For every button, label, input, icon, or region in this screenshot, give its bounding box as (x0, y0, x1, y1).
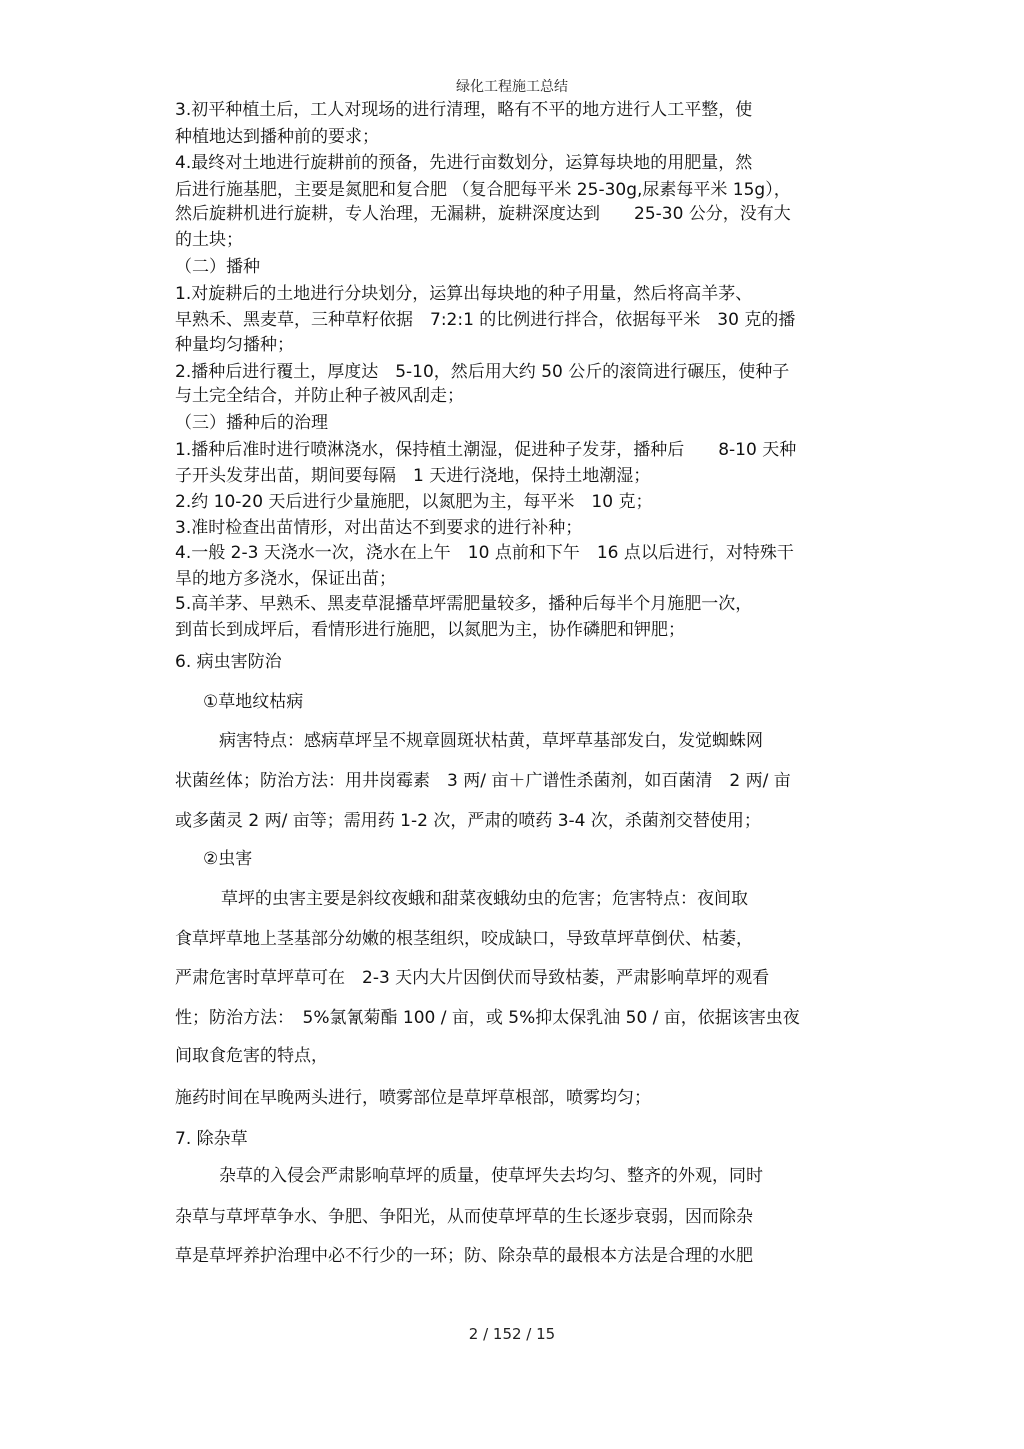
text-line: 3.初平种植土后，工人对现场的进行清理，略有不平的地方进行人工平整，使 (175, 100, 753, 120)
text-line: 5.高羊茅、早熟禾、黑麦草混播草坪需肥量较多，播种后每半个月施肥一次， (175, 594, 753, 614)
text-line: 到苗长到成坪后，看情形进行施肥，以氮肥为主，协作磷肥和钾肥； (175, 620, 685, 640)
text-line: 严肃危害时草坪草可在 2-3 天内大片因倒伏而导致枯萎，严肃影响草坪的观看 (175, 968, 770, 988)
text-line: 种植地达到播种前的要求； (175, 127, 379, 147)
section-heading: 7. 除杂草 (175, 1129, 248, 1149)
text-line: 3.准时检查出苗情形，对出苗达不到要求的进行补种； (175, 518, 583, 538)
subsection-heading: ②虫害 (203, 849, 253, 869)
text-line: 2.约 10-20 天后进行少量施肥，以氮肥为主，每平米 10 克； (175, 492, 653, 512)
text-line: 的土块； (175, 230, 243, 250)
text-line: 状菌丝体；防治方法：用井岗霉素 3 两/ 亩＋广谱性杀菌剂，如百菌清 2 两/ 亩 (175, 771, 791, 791)
text-line: 子开头发芽出苗，期间要每隔 1 天进行浇地，保持土地潮湿； (175, 466, 651, 486)
text-line: 与土完全结合，并防止种子被风刮走； (175, 386, 464, 406)
text-line: 病害特点：感病草坪呈不规章圆斑状枯黄，草坪草基部发白，发觉蜘蛛网 (219, 731, 763, 751)
text-line: 杂草的入侵会严肃影响草坪的质量，使草坪失去均匀、整齐的外观，同时 (219, 1166, 763, 1186)
text-line: 早熟禾、黑麦草，三种草籽依据 7:2:1 的比例进行拌合，依据每平米 30 克的播 (175, 310, 796, 330)
text-line: 食草坪草地上茎基部分幼嫩的根茎组织，咬成缺口，导致草坪草倒伏、枯萎， (175, 929, 753, 949)
section-heading: （三）播种后的治理 (175, 413, 328, 433)
text-line: 4.一般 2-3 天浇水一次，浇水在上午 10 点前和下午 16 点以后进行，对特殊干 (175, 543, 794, 563)
text-line: 草坪的虫害主要是斜纹夜蛾和甜菜夜蛾幼虫的危害；危害特点：夜间取 (221, 889, 748, 909)
text-line: 草是草坪养护治理中必不行少的一环；防、除杂草的最根本方法是合理的水肥 (175, 1246, 753, 1266)
text-line: 杂草与草坪草争水、争肥、争阳光，从而使草坪草的生长逐步衰弱，因而除杂 (175, 1207, 753, 1227)
text-line: 或多菌灵 2 两/ 亩等；需用药 1-2 次，严肃的喷药 3-4 次，杀菌剂交替使用； (175, 811, 761, 831)
text-line: 2.播种后进行覆土，厚度达 5-10，然后用大约 50 公斤的滚筒进行碾压，使种子 (175, 362, 790, 382)
text-line: 1.对旋耕后的土地进行分块划分，运算出每块地的种子用量，然后将高羊茅、 (175, 284, 753, 304)
section-heading: （二）播种 (175, 257, 260, 277)
text-line: 旱的地方多浇水，保证出苗； (175, 569, 396, 589)
text-line: 间取食危害的特点， (175, 1046, 328, 1066)
subsection-heading: ①草地纹枯病 (203, 692, 304, 712)
text-line: 施药时间在早晚两头进行，喷雾部位是草坪草根部，喷雾均匀； (175, 1088, 651, 1108)
text-line: 4.最终对土地进行旋耕前的预备，先进行亩数划分，运算每块地的用肥量，然 (175, 153, 753, 173)
page-number: 2 / 152 / 15 (468, 1325, 556, 1343)
page-header-title: 绿化工程施工总结 (456, 79, 568, 95)
section-heading: 6. 病虫害防治 (175, 652, 282, 672)
text-line: 种量均匀播种； (175, 335, 294, 355)
text-line: 1.播种后准时进行喷淋浇水，保持植土潮湿，促进种子发芽，播种后 8-10 天种 (175, 440, 797, 460)
text-line: 性；防治方法： 5%氯氰菊酯 100 / 亩，或 5%抑太保乳油 50 / 亩，依据该害虫夜 (175, 1008, 800, 1028)
text-line: 后进行施基肥，主要是氮肥和复合肥 （复合肥每平米 25-30g,尿素每平米 15g）， (175, 180, 791, 200)
text-line: 然后旋耕机进行旋耕，专人治理，无漏耕，旋耕深度达到 25-30 公分，没有大 (175, 204, 791, 224)
